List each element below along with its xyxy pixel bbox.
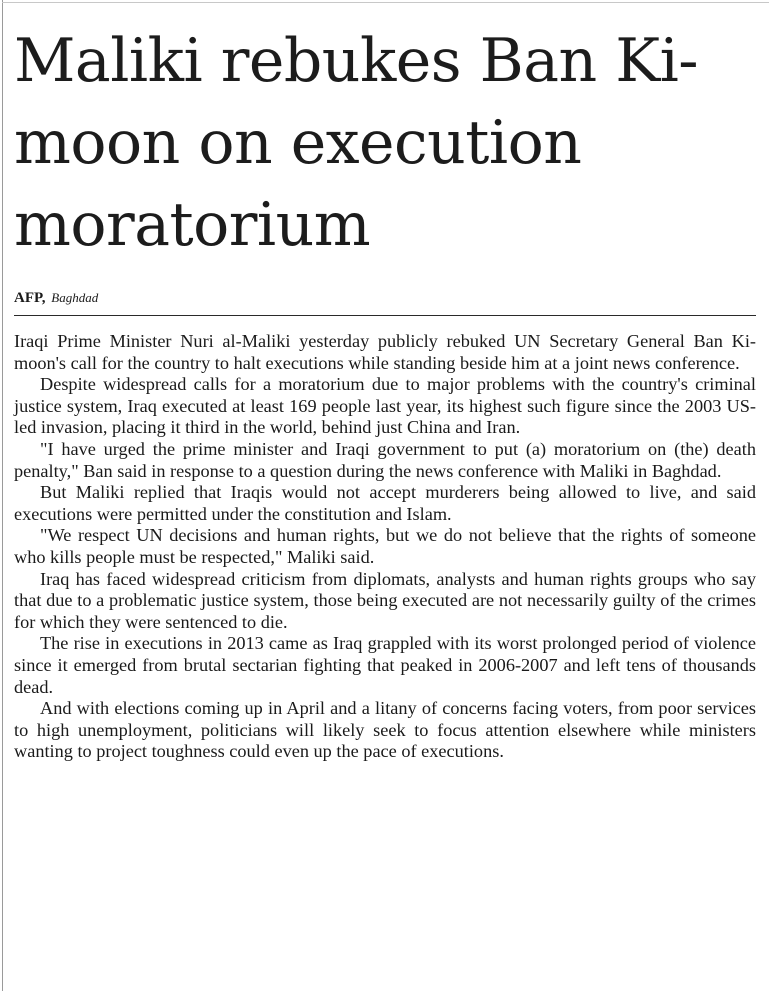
paragraph-4: But Maliki replied that Iraqis would not accept murderers being allowed to live, and said executions were permitted under the constitution and Islam. xyxy=(14,482,756,524)
paragraph-3: "I have urged the prime minister and Iraqi government to put (a) moratorium on (the) death penalty," Ban said in response to a question during the news conference with Maliki in Baghdad. xyxy=(14,438,756,481)
news-article xyxy=(14,0,756,763)
byline-dateline: Baghdad xyxy=(51,290,99,305)
byline-agency: AFP, xyxy=(14,290,46,306)
byline-divider xyxy=(14,315,756,316)
paragraph-8: And with elections coming up in April and a litany of concerns facing voters, from poor services to high unemployment, politicians will likely seek to focus attention elsewhere while ministers wanting to project toughness could even up the pace of executions. xyxy=(14,698,756,762)
byline xyxy=(14,288,756,308)
paragraph-1: Iraqi Prime Minister Nuri al-Maliki yesterday publicly rebuked UN Secretary General Ban Ki-moon's call for the country to halt executions while standing beside him at a joint news conference. xyxy=(14,331,756,373)
article-body xyxy=(14,331,756,763)
page-border-left xyxy=(2,0,3,991)
paragraph-6: Iraq has faced widespread criticism from diplomats, analysts and human rights groups who say that due to a problematic justice system, those being executed are not necessarily guilty of the crimes for which they were sentenced to die. xyxy=(14,568,756,632)
paragraph-2: Despite widespread calls for a moratorium due to major problems with the country's criminal justice system, Iraq executed at least 169 people last year, its highest such figure since the 2003 US-led invasion, placing it third in the world, behind just China and Iran. xyxy=(14,374,756,438)
paragraph-5: "We respect UN decisions and human rights, but we do not believe that the rights of someone who kills people must be respected," Maliki said. xyxy=(14,525,756,567)
headline: Maliki rebukes Ban Ki-moon on execution moratorium xyxy=(14,26,699,260)
paragraph-7: The rise in executions in 2013 came as Iraq grappled with its worst prolonged period of violence since it emerged from brutal sectarian fighting that peaked in 2006-2007 and left tens of thousands dead. xyxy=(14,633,756,697)
